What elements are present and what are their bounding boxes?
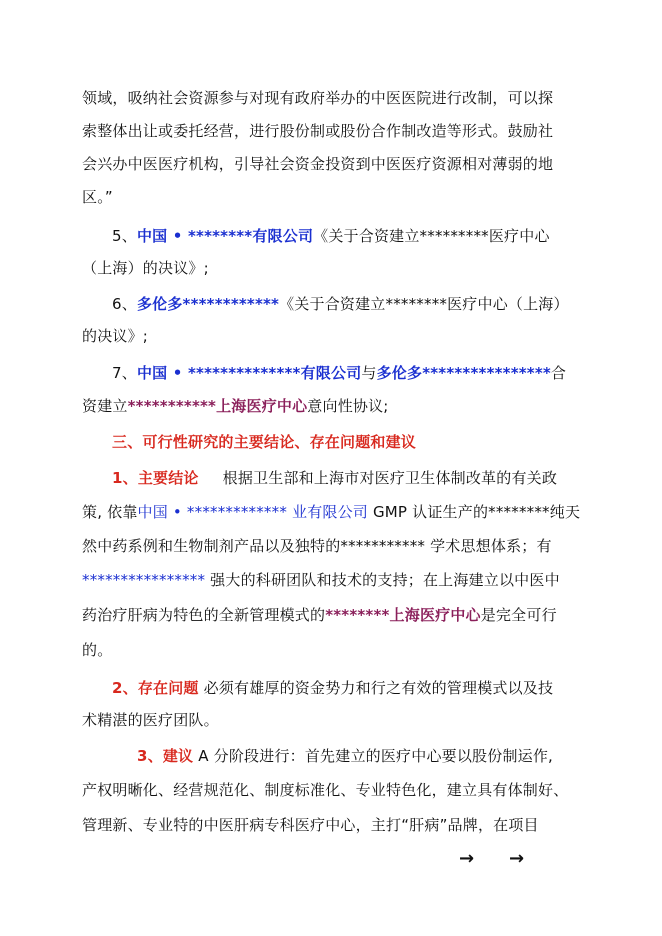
suggestion-line: 产权明晰化、经营规范化、制度标准化、专业特色化，建立具有体制好、 <box>82 781 569 799</box>
paragraph-line: 领域，吸纳社会资源参与对现有政府举办的中医医院进行改制，可以探 <box>82 89 554 107</box>
paragraph-text: 强大的科研团队和技术的支持；在上海建立以中医中 <box>205 571 560 589</box>
company-name: 中国 • ********有限公司 <box>136 227 314 245</box>
list-item-6 <box>112 294 569 314</box>
item-number: 7、 <box>112 364 137 382</box>
arrow-right-icon: → <box>459 848 475 869</box>
company-name: 多伦多************ <box>136 295 280 313</box>
center-name: ***********上海医疗中心 <box>127 397 308 415</box>
list-item-7-cont <box>82 396 389 416</box>
section-heading: 三、可行性研究的主要结论、存在问题和建议 <box>112 433 417 451</box>
item-text: 《关于合资建立*********医疗中心 <box>313 227 550 245</box>
list-item-6-cont: 的决议》; <box>82 327 149 345</box>
company-name: 中国 • ************* 业有限公司 <box>137 503 368 521</box>
item-text: 合 <box>550 364 567 382</box>
problems-line <box>112 678 553 698</box>
arrow-right-icon: → <box>509 848 525 869</box>
paragraph-line: 区。” <box>82 188 113 206</box>
item-text: 意向性协议; <box>307 397 389 415</box>
center-name: ********上海医疗中心 <box>325 606 481 624</box>
paragraph-text: 策, 依靠 <box>82 503 138 521</box>
paragraph-text: GMP 认证生产的********纯天 <box>368 503 581 521</box>
suggestion-line <box>137 746 553 766</box>
suggestion-line: 管理新、专业特的中医肝病专科医疗中心，主打“肝病”品牌，在项目 <box>82 816 539 834</box>
conclusion-line: 然中药系例和生物制剂产品以及独特的*********** 学术思想体系；有 <box>82 537 552 555</box>
paragraph-text: 药治疗肝病为特色的全新管理模式的 <box>82 606 326 624</box>
paragraph-text: A 分阶段进行：首先建立的医疗中心要以股份制运作, <box>193 747 554 765</box>
list-item-7 <box>112 363 566 383</box>
item-number: 5、 <box>112 227 137 245</box>
conclusion-line <box>82 570 560 590</box>
conclusion-line <box>82 502 580 522</box>
subsection-label: 3、建议 <box>137 747 194 765</box>
list-item-5 <box>112 226 550 246</box>
paragraph-text: 是完全可行 <box>480 606 557 624</box>
paragraph-text: 根据卫生部和上海市对医疗卫生体制改革的有关政 <box>222 469 558 487</box>
list-item-5-cont: （上海）的决议》; <box>82 259 209 277</box>
paragraph-line: 会兴办中医医疗机构，引导社会资金投资到中医医疗资源相对薄弱的地 <box>82 155 554 173</box>
subsection-label: 2、存在问题 <box>112 679 199 697</box>
paragraph-text: 必须有雄厚的资金势力和行之有效的管理模式以及技 <box>198 679 554 697</box>
company-name: 多伦多**************** <box>376 364 551 382</box>
subsection-label: 1、主要结论 <box>112 469 199 487</box>
conclusion-line: 的。 <box>82 641 113 659</box>
conclusion-line <box>82 605 557 625</box>
item-text: 资建立 <box>82 397 128 415</box>
conjunction: 与 <box>361 364 377 382</box>
conclusion-line <box>112 468 557 488</box>
company-name: 中国 • **************有限公司 <box>136 364 362 382</box>
item-number: 6、 <box>112 295 137 313</box>
item-text: 《关于合资建立********医疗中心（上海） <box>279 295 569 313</box>
paragraph-line: 索整体出让或委托经营，进行股份制或股份合作制改造等形式。鼓励社 <box>82 122 554 140</box>
problems-line: 术精湛的医疗团队。 <box>82 711 219 729</box>
masked-text: **************** <box>82 571 206 589</box>
